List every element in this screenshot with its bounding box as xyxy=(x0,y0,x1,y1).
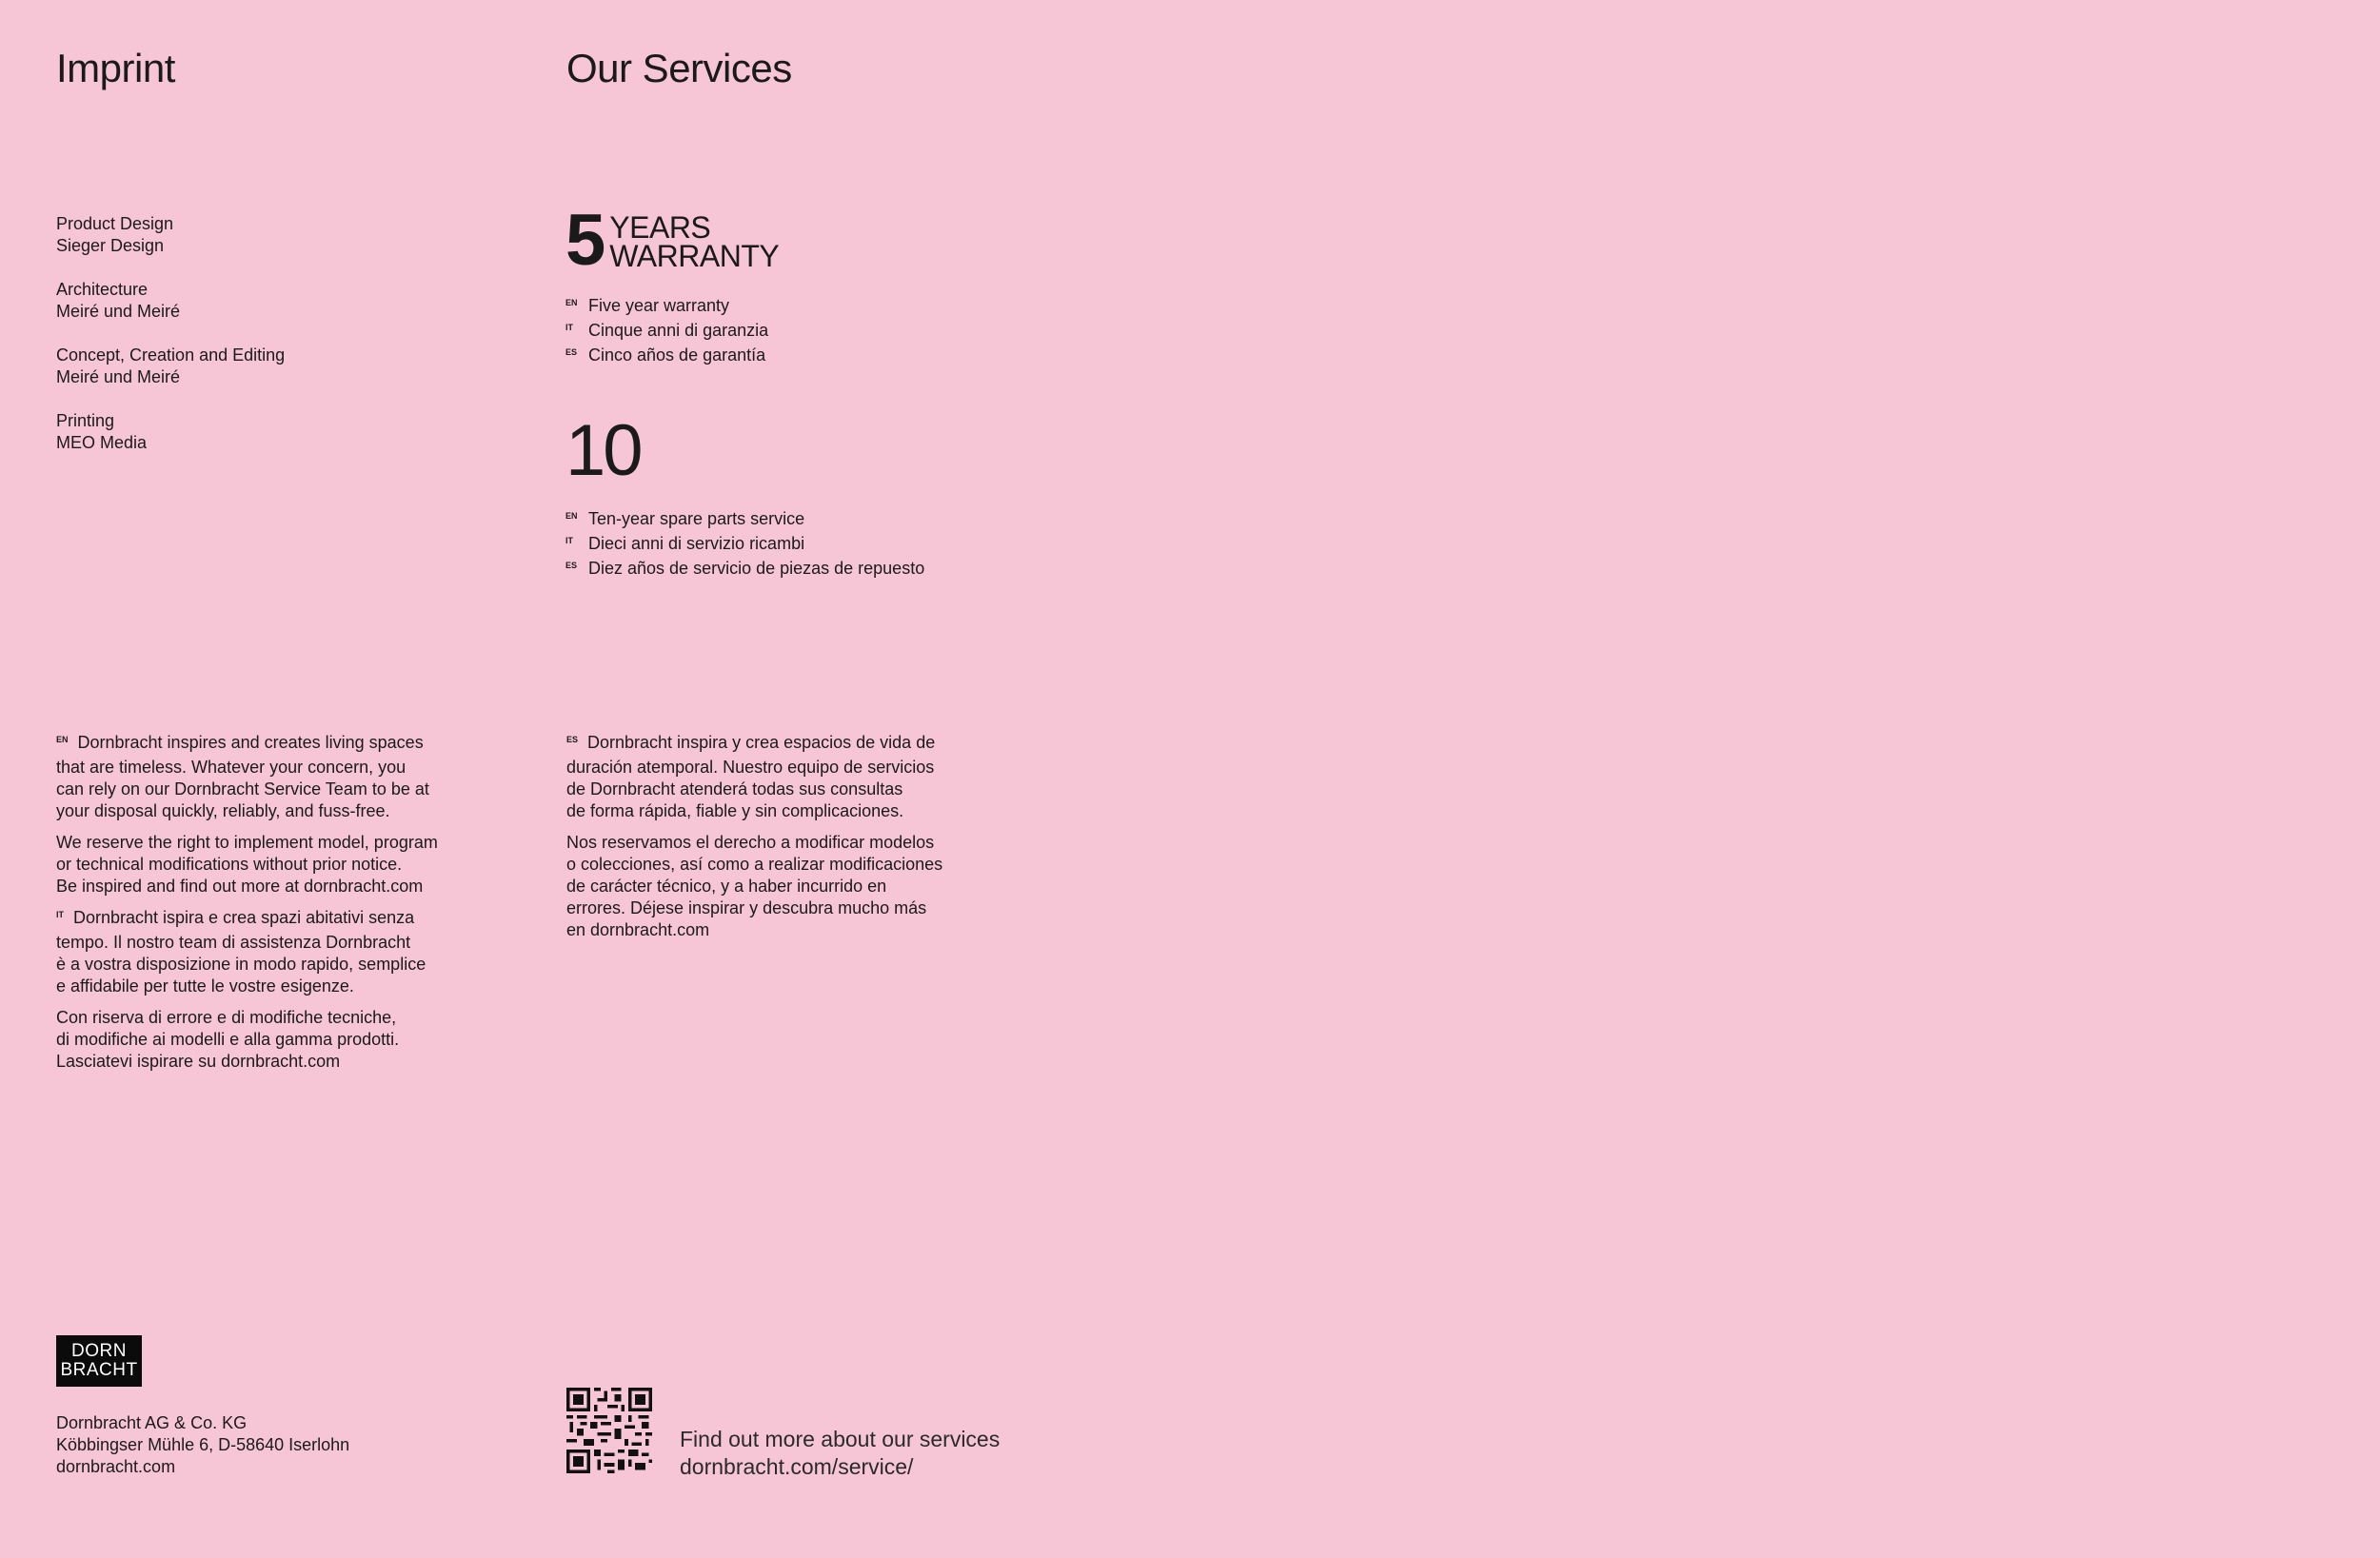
paragraph-line: de forma rápida, fiable y sin complicaciones. xyxy=(566,801,904,820)
dornbracht-logo xyxy=(56,1335,142,1387)
warranty-number: 5 xyxy=(565,200,605,281)
list-item xyxy=(565,558,924,582)
credit-name: Meiré und Meiré xyxy=(56,302,181,321)
warranty-word-warranty: WARRANTY xyxy=(609,239,780,273)
language-tag: IT xyxy=(565,323,573,332)
language-tag: ES xyxy=(566,735,579,744)
paragraph-line: de Dornbracht atenderá todas sus consultas xyxy=(566,779,903,799)
qr-code-icon[interactable] xyxy=(566,1388,652,1473)
warranty-block xyxy=(565,200,780,369)
paragraph-es-1 xyxy=(566,732,985,822)
paragraph-line: errores. Déjese inspirar y descubra mucho más xyxy=(566,898,927,917)
paragraph-it-2 xyxy=(56,1007,475,1073)
paragraph-line: tempo. Il nostro team di assistenza Dornbracht xyxy=(56,933,411,952)
warranty-translations xyxy=(565,295,779,369)
language-tag: EN xyxy=(56,735,69,744)
paragraph-line: or technical modifications without prior notice. xyxy=(56,855,403,874)
list-item xyxy=(565,533,924,558)
translation-text: Dieci anni di servizio ricambi xyxy=(588,534,805,553)
credits-list xyxy=(56,213,285,476)
credit-printing xyxy=(56,410,285,454)
paragraph-line: Lasciatevi ispirare su dornbracht.com xyxy=(56,1052,341,1071)
services-title: Our Services xyxy=(566,46,792,90)
list-item xyxy=(565,295,779,320)
street-address: Köbbingser Mühle 6, D-58640 Iserlohn xyxy=(56,1435,350,1454)
list-item xyxy=(565,345,779,369)
service-info xyxy=(680,1426,1000,1481)
paragraph-line: Nos reservamos el derecho a modificar modelos xyxy=(566,833,935,852)
paragraph-line: de carácter técnico, y a haber incurrido en xyxy=(566,877,887,896)
service-info-text: Find out more about our services xyxy=(680,1427,1001,1451)
paragraph-line: o colecciones, así como a realizar modificaciones xyxy=(566,855,943,874)
language-tag: EN xyxy=(565,298,578,307)
translation-text: Cinque anni di garanzia xyxy=(588,321,769,340)
spare-parts-block xyxy=(565,410,925,582)
spare-parts-translations xyxy=(565,508,924,582)
list-item xyxy=(565,508,924,533)
paragraph-line: can rely on our Dornbracht Service Team to be at xyxy=(56,779,429,799)
paragraph-line: that are timeless. Whatever your concern, you xyxy=(56,758,407,777)
credit-name: Sieger Design xyxy=(56,236,165,255)
credit-name: MEO Media xyxy=(56,433,148,452)
company-name: Dornbracht AG & Co. KG xyxy=(56,1413,248,1432)
paragraph-line: e affidabile per tutte le vostre esigenze. xyxy=(56,976,354,996)
logo-line-1: DORN xyxy=(71,1341,127,1361)
paragraph-line: your disposal quickly, reliably, and fuss-free. xyxy=(56,801,390,820)
language-tag: IT xyxy=(56,910,64,919)
warranty-word-years: YEARS xyxy=(609,210,711,245)
credit-role: Printing xyxy=(56,411,115,430)
service-link[interactable]: dornbracht.com/service/ xyxy=(680,1454,914,1479)
paragraph-line: We reserve the right to implement model, program xyxy=(56,833,438,852)
paragraph-es-2 xyxy=(566,832,985,941)
logo-line-2: BRACHT xyxy=(60,1360,138,1380)
paragraph-line: $^{ES}$ Dornbracht inspira y crea espacios de vida de xyxy=(566,733,936,752)
credit-role: Concept, Creation and Editing xyxy=(56,345,286,365)
imprint-title: Imprint xyxy=(56,46,175,90)
paragraphs-right xyxy=(566,732,985,951)
translation-text: Five year warranty xyxy=(588,296,730,315)
paragraph-it-1 xyxy=(56,907,475,997)
credit-name: Meiré und Meiré xyxy=(56,367,181,386)
language-tag: EN xyxy=(565,511,578,521)
paragraph-line: $^{EN}$ Dornbracht inspires and creates living spaces xyxy=(56,733,424,752)
credit-role: Product Design xyxy=(56,214,174,233)
paragraph-line: Be inspired and find out more at dornbracht.com xyxy=(56,877,424,896)
translation-text: Ten-year spare parts service xyxy=(588,509,805,528)
credit-role: Architecture xyxy=(56,280,149,299)
paragraph-line: è a vostra disposizione in modo rapido, semplice xyxy=(56,955,426,974)
spare-parts-number: 10 xyxy=(565,410,641,491)
paragraph-line: en dornbracht.com xyxy=(566,920,710,939)
paragraph-line: di modifiche ai modelli e alla gamma prodotti. xyxy=(56,1030,400,1049)
language-tag: ES xyxy=(565,561,578,570)
website-link[interactable]: dornbracht.com xyxy=(56,1457,176,1476)
credit-concept xyxy=(56,345,285,388)
paragraph-line: $^{IT}$ Dornbracht ispira e crea spazi abitativi senza xyxy=(56,908,415,927)
list-item xyxy=(565,320,779,345)
language-tag: ES xyxy=(565,347,578,357)
paragraph-line: duración atemporal. Nuestro equipo de servicios xyxy=(566,758,935,777)
translation-text: Cinco años de garantía xyxy=(588,345,766,365)
paragraph-en-1 xyxy=(56,732,475,822)
warranty-headline xyxy=(565,200,780,281)
credit-architecture xyxy=(56,279,285,323)
paragraphs-left xyxy=(56,732,475,1082)
translation-text: Diez años de servicio de piezas de repuesto xyxy=(588,559,925,578)
paragraph-line: Con riserva di errore e di modifiche tecniche, xyxy=(56,1008,397,1027)
warranty-words xyxy=(609,207,780,273)
company-address xyxy=(56,1412,349,1478)
paragraph-en-2 xyxy=(56,832,475,897)
language-tag: IT xyxy=(565,536,573,545)
credit-product-design xyxy=(56,213,285,257)
